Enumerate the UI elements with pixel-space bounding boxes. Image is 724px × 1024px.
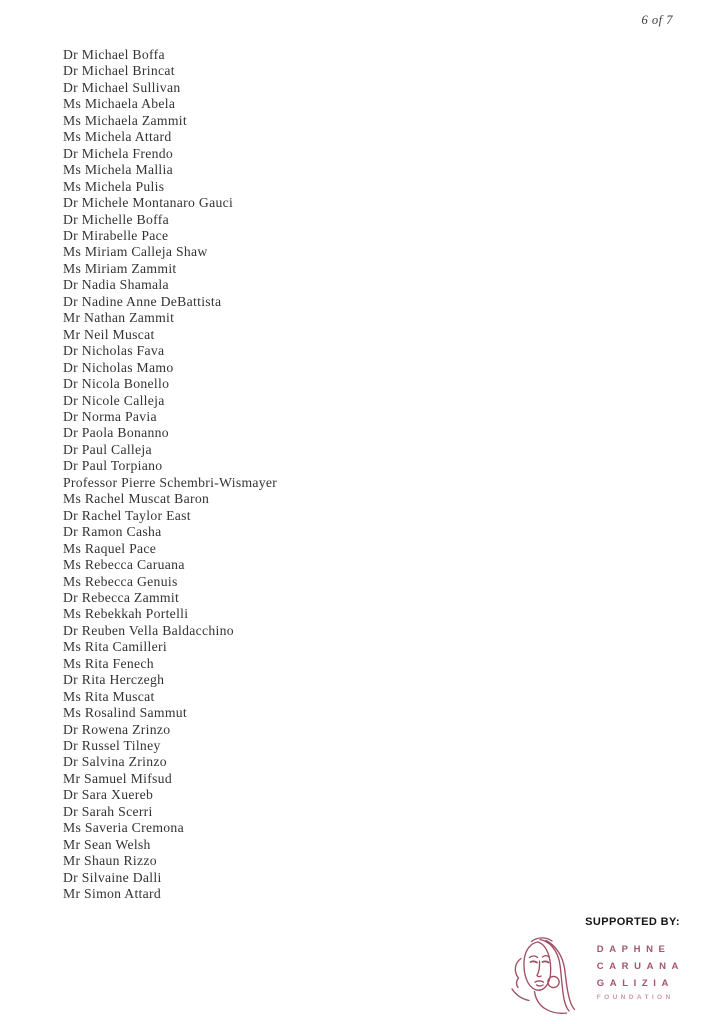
- list-item: Ms Rita Camilleri: [63, 639, 167, 655]
- list-item: Dr Russel Tilney: [63, 738, 161, 754]
- list-item: Ms Miriam Calleja Shaw: [63, 244, 208, 260]
- daphne-portrait-icon: [503, 932, 583, 1022]
- list-item: Dr Nicola Bonello: [63, 376, 170, 392]
- list-item: Mr Simon Attard: [63, 886, 162, 902]
- list-item: Dr Nicole Calleja: [63, 392, 165, 408]
- list-item: Ms Rebecca Genuis: [63, 573, 178, 589]
- list-item: Dr Michael Boffa: [63, 47, 165, 62]
- list-item: Mr Nathan Zammit: [63, 310, 175, 326]
- list-item: Dr Rita Herczegh: [63, 672, 165, 688]
- list-item: Professor Pierre Schembri-Wismayer: [63, 474, 278, 490]
- list-item: Mr Samuel Mifsud: [63, 770, 172, 786]
- list-item: Ms Michela Mallia: [63, 162, 174, 178]
- list-item: Dr Norma Pavia: [63, 408, 157, 424]
- logo-foundation-label: FOUNDATION: [596, 994, 674, 1001]
- list-item: Dr Sara Xuereb: [63, 787, 154, 803]
- page-number: 6 of 7: [641, 13, 673, 27]
- list-item: Ms Rebecca Caruana: [63, 557, 185, 573]
- list-item: Dr Sarah Scerri: [63, 803, 153, 819]
- list-item: Ms Rita Fenech: [63, 655, 154, 671]
- list-item: Ms Rosalind Sammut: [63, 705, 188, 721]
- daphne-logo-text: [597, 932, 684, 1001]
- list-item: Dr Rowena Zrinzo: [63, 721, 171, 737]
- list-item: Dr Michael Brincat: [63, 63, 175, 79]
- list-item: Mr Neil Muscat: [63, 326, 155, 342]
- list-item: Dr Rachel Taylor East: [63, 507, 191, 523]
- list-item: Dr Michela Frendo: [63, 145, 174, 161]
- list-item: Dr Michelle Boffa: [63, 211, 169, 227]
- list-item: Mr Shaun Rizzo: [63, 853, 157, 869]
- names-list: [63, 47, 684, 903]
- list-item: Ms Michela Pulis: [63, 178, 165, 194]
- list-item: Dr Nicholas Mamo: [63, 359, 174, 375]
- logo-line-caruana: CARUANA: [596, 961, 684, 972]
- footer: [424, 916, 684, 1022]
- list-item: Dr Paul Torpiano: [63, 458, 163, 474]
- list-item: Ms Michela Attard: [63, 129, 172, 145]
- list-item: Mr Sean Welsh: [63, 836, 151, 852]
- list-item: Ms Michaela Zammit: [63, 112, 187, 128]
- list-item: Ms Rebekkah Portelli: [63, 606, 189, 622]
- list-item: Dr Silvaine Dalli: [63, 869, 162, 885]
- list-item: Ms Saveria Cremona: [63, 820, 184, 836]
- list-item: Ms Miriam Zammit: [63, 260, 177, 276]
- list-item: Dr Rebecca Zammit: [63, 589, 180, 605]
- list-item: Dr Reuben Vella Baldacchino: [63, 622, 234, 638]
- list-item: Dr Nicholas Fava: [63, 343, 165, 359]
- logo-line-galizia: GALIZIA: [596, 978, 674, 989]
- daphne-logo: [424, 932, 684, 1022]
- list-item: Dr Nadia Shamala: [63, 277, 169, 293]
- list-item: Dr Ramon Casha: [63, 524, 162, 540]
- list-item: Ms Rachel Muscat Baron: [63, 491, 210, 507]
- list-item: Ms Rita Muscat: [63, 688, 155, 704]
- list-item: Dr Mirabelle Pace: [63, 227, 169, 243]
- list-item: Dr Nadine Anne DeBattista: [63, 293, 222, 309]
- list-item: Dr Paul Calleja: [63, 441, 152, 457]
- list-item: Dr Michael Sullivan: [63, 79, 181, 95]
- list-item: Dr Paola Bonanno: [63, 425, 169, 441]
- list-item: Ms Michaela Abela: [63, 96, 176, 112]
- list-item: Dr Salvina Zrinzo: [63, 754, 167, 770]
- list-item: Ms Raquel Pace: [63, 540, 157, 556]
- list-item: Dr Michele Montanaro Gauci: [63, 195, 234, 211]
- supported-by-label: SUPPORTED BY:: [585, 916, 680, 928]
- logo-line-daphne: DAPHNE: [596, 944, 671, 955]
